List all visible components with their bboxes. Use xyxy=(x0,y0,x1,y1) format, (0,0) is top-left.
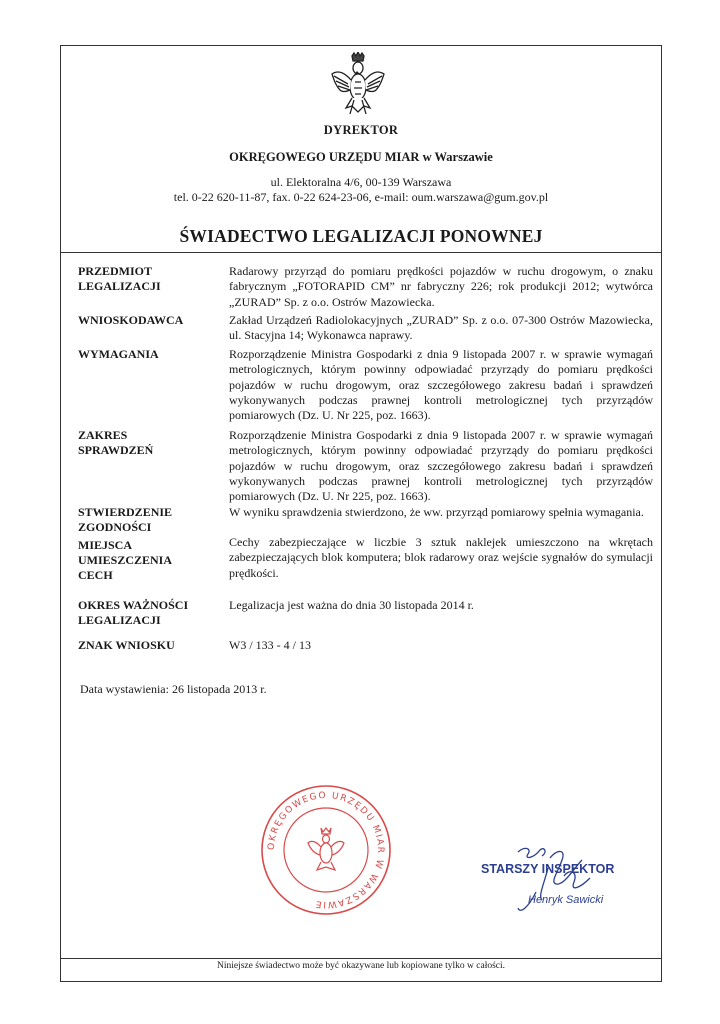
value-miejsca: Cechy zabezpieczające w liczbie 3 sztuk naklejek umieszczono na wkrętach zabezpieczających blok komputera; blok radarowy oraz wejście sygnałów do symulacji prędkości. xyxy=(229,535,653,580)
label-znak: ZNAK WNIOSKU xyxy=(78,638,175,652)
value-wnioskodawca: Zakład Urządzeń Radiolokacyjnych „ZURAD” Sp. z o.o. 07-300 Ostrów Mazowiecka, ul. Stacyjna 14; Wykonawca naprawy. xyxy=(229,313,653,343)
signature-name: Henryk Sawicki xyxy=(528,894,604,906)
label-wymagania: WYMAGANIA xyxy=(78,347,159,361)
label-okres: OKRES WAŻNOŚCI LEGALIZACJI xyxy=(78,598,189,627)
footer-divider xyxy=(60,958,662,959)
label-miejsca: MIEJSCA UMIESZCZENIA CECH xyxy=(78,538,172,582)
value-znak: W3 / 133 - 4 / 13 xyxy=(229,638,311,652)
title-divider xyxy=(60,252,662,253)
signature-icon xyxy=(478,838,618,926)
value-przedmiot: Radarowy przyrząd do pomiaru prędkości pojazdów w ruchu drogowym, o znaku fabrycznym „FOTORAPID CM” nr fabryczny 226; rok produkcji 2012; wytwórca „ZURAD” Sp. z o.o. Ostrów Mazowiecka. xyxy=(229,264,653,309)
value-okres: Legalizacja jest ważna do dnia 30 listopada 2014 r. xyxy=(229,598,474,612)
label-przedmiot: PRZEDMIOT LEGALIZACJI xyxy=(78,264,161,293)
header-address: ul. Elektoralna 4/6, 00-139 Warszawa xyxy=(270,175,452,189)
value-zakres: Rozporządzenie Ministra Gospodarki z dnia 9 listopada 2007 r. w sprawie wymagań metrologicznych, którym powinny odpowiadać przyrządy do pomiaru prędkości pojazdów w ruchu drogowym, oraz szczegółowego zakresu badań i sprawdzeń wykonywanych podczas prawnej kontroli metrologicznej tych przyrządów pomiarowych (Dz. U. Nr 225, poz. 1663). xyxy=(229,428,653,504)
eagle-emblem-icon xyxy=(330,52,386,116)
header-director: DYREKTOR xyxy=(323,123,399,137)
header-office: OKRĘGOWEGO URZĘDU MIAR w Warszawie xyxy=(229,150,493,164)
label-zakres: ZAKRES SPRAWDZEŃ xyxy=(78,428,154,457)
footer-note: Niniejsze świadectwo może być okazywane lub kopiowane tylko w całości. xyxy=(216,961,506,971)
document-title: ŚWIADECTWO LEGALIZACJI PONOWNEJ xyxy=(179,226,543,246)
header-contact: tel. 0-22 620-11-87, fax. 0-22 624-23-06, e-mail: oum.warszawa@gum.gov.pl xyxy=(173,190,549,204)
value-wymagania: Rozporządzenie Ministra Gospodarki z dnia 9 listopada 2007 r. w sprawie wymagań metrologicznych, którym powinny odpowiadać przyrządy do pomiaru prędkości pojazdów w ruchu drogowym, oraz szczegółowego zakresu badań i sprawdzeń wykonywanych podczas prawnej kontroli metrologicznej tych przyrządów pomiarowych (Dz. U. Nr 225, poz. 1663). xyxy=(229,347,653,423)
label-stwierdzenie: STWIERDZENIE ZGODNOŚCI xyxy=(78,505,173,534)
seal-text: OKRĘGOWEGO URZĘDU MIAR W WARSZAWIE xyxy=(266,790,386,910)
label-wnioskodawca: WNIOSKODAWCA xyxy=(78,313,184,327)
issue-date: Data wystawienia: 26 listopada 2013 r. xyxy=(80,682,267,696)
value-stwierdzenie: W wyniku sprawdzenia stwierdzono, że ww. przyrząd pomiarowy spełnia wymagania. xyxy=(229,505,644,519)
official-seal-icon xyxy=(258,782,394,918)
signature-title: STARSZY INSPEKTOR xyxy=(481,862,615,876)
